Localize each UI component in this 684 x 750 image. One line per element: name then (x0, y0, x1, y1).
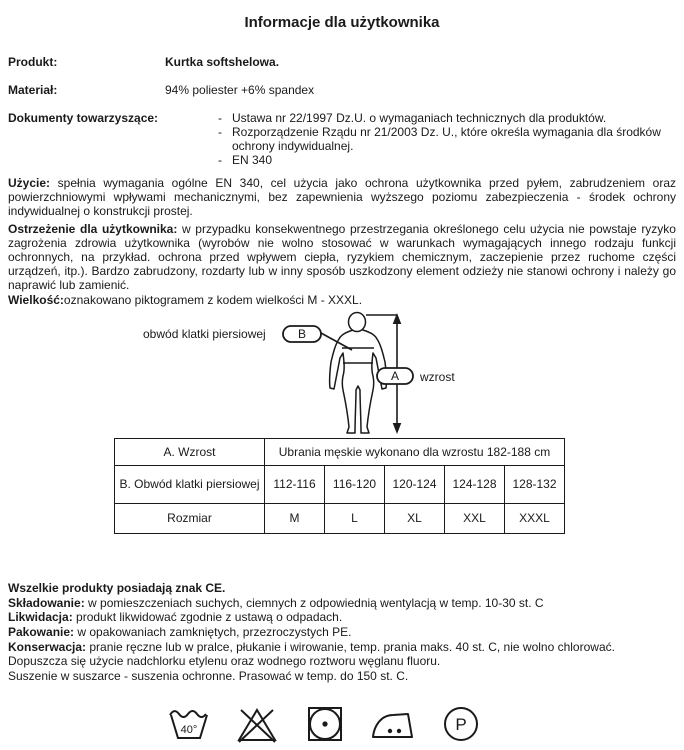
table-cell: M (265, 504, 325, 534)
disposal-text: produkt likwidować zgodnie z ustawą o odpadach. (72, 610, 343, 625)
table-row (115, 439, 565, 466)
documents-row (8, 111, 676, 167)
warning-label: Ostrzeżenie dla użytkownika: (8, 222, 178, 237)
table-cell: XXXL (505, 504, 565, 534)
disposal-label: Likwidacja: (8, 610, 73, 625)
table-cell: 116-120 (325, 466, 385, 504)
size-note-label: Wielkość: (8, 293, 64, 308)
solvents-line: Dopuszcza się użycie nadchlorku etylenu oraz wodnego roztworu węglanu fluoru. (8, 654, 441, 669)
chest-label: obwód klatki piersiowej (143, 327, 266, 342)
iron-icon (370, 702, 416, 746)
footer-notes (8, 581, 676, 683)
storage-text: w pomieszczeniach suchych, ciemnych z odpowiednią wentylacją w temp. 10-30 st. C (84, 595, 544, 610)
height-label: wzrost (420, 370, 455, 385)
document-item-text: EN 340 (232, 153, 273, 167)
material-value: 94% poliester +6% spandex (165, 83, 315, 97)
height-badge (377, 368, 413, 384)
product-row (8, 55, 676, 69)
page-title: Informacje dla użytkownika (244, 14, 440, 31)
drying-line: Suszenie w suszarce - suszenia ochronne. Prasować w temp. do 150 st. C. (8, 668, 409, 683)
document-item (218, 111, 676, 125)
bullet-dash: - (218, 125, 222, 139)
size-table (114, 438, 565, 534)
table-row (115, 504, 565, 534)
size-note-text: oznakowano piktogramem z kodem wielkości M - XXXL. (63, 293, 363, 308)
packaging-line (8, 625, 676, 640)
table-cell: 124-128 (445, 466, 505, 504)
wash-temp-label: 40° (180, 724, 198, 737)
dry-clean-icon (438, 702, 484, 746)
tumble-dry-icon (302, 702, 348, 746)
disposal-line (8, 610, 676, 625)
table-cell: XXL (445, 504, 505, 534)
table-cell: 112-116 (265, 466, 325, 504)
bullet-dash: - (218, 111, 222, 125)
document-item (218, 125, 676, 153)
table-cell: XL (385, 504, 445, 534)
maintenance-label: Konserwacja: (8, 639, 87, 654)
chest-badge (283, 326, 321, 342)
table-row (115, 466, 565, 504)
table-cell: 120-124 (385, 466, 445, 504)
table-cell: L (325, 504, 385, 534)
documents-label: Dokumenty towarzyszące: (8, 111, 159, 125)
storage-label: Składowanie: (8, 595, 85, 610)
table-cell: A. Wzrost (115, 439, 265, 466)
document-item-text: Ustawa nr 22/1997 Dz.U. o wymaganiach technicznych dla produktów. (232, 111, 607, 125)
chest-badge-letter: B (297, 327, 307, 342)
warning-text: w przypadku konsekwentnego przestrzegania określonego celu użycia nie powstaje ryzyko zagrożenia zdrowia użytkownika (wyrobów nie wolno stosować w warunkach wymagających innego rodzaju funkcji ochronnych, na przykład. ochrona przed wpływem ciepła, ryzykiem chemicznym, zaczepienie przez ruchome części urządzeń, itp.). Bardzo zabrudzony, rozdarty lub w inny sposób uszkodzony element odzieży nie stanowi ochrony i należy go naprawić lub zamienić. (8, 222, 676, 292)
size-note-paragraph (8, 294, 676, 308)
document-item-text: Rozporządzenie Rządu nr 21/2003 Dz. U., które określa wymagania dla środków ochrony indywidualnej. (232, 125, 661, 153)
table-cell: B. Obwód klatki piersiowej (115, 466, 265, 504)
size-diagram-svg (8, 308, 676, 438)
document-item (218, 153, 676, 167)
maintenance-text: pranie ręczne lub w pralce, płukanie i wirowanie, temp. prania maks. 40 st. C, nie wolno chlorować. (86, 639, 615, 654)
size-diagram (8, 308, 676, 438)
storage-line (8, 596, 676, 611)
usage-label: Użycie: (8, 176, 51, 190)
table-cell: Rozmiar (115, 504, 265, 534)
height-badge-letter: A (390, 369, 400, 384)
warning-paragraph (8, 223, 676, 292)
table-cell: Ubrania męskie wykonano dla wzrostu 182-188 cm (265, 439, 565, 466)
document-list (218, 111, 676, 167)
wash-40-icon (166, 702, 212, 746)
table-cell: 128-132 (505, 466, 565, 504)
bullet-dash: - (218, 153, 222, 167)
product-label: Produkt: (8, 55, 58, 69)
ce-note: Wszelkie produkty posiadają znak CE. (8, 581, 226, 596)
material-row (8, 83, 676, 97)
material-label: Materiał: (8, 83, 58, 97)
packaging-text: w opakowaniach zamkniętych, przezroczystych PE. (74, 624, 352, 639)
packaging-label: Pakowanie: (8, 624, 75, 639)
usage-text: spełnia wymagania ogólne EN 340, cel użycia jako ochrona użytkownika przed pyłem, zabrudzeniem oraz powierzchniowymi wpływami mechanicznymi, bez zapewnienia wyższego poziomu zabezpieczenia - środek ochrony indywidualnej o konstrukcji prostej. (8, 176, 676, 218)
care-symbols (8, 702, 676, 746)
do-not-bleach-icon (234, 702, 280, 746)
dry-clean-letter: P (455, 715, 467, 735)
product-value: Kurtka softshelowa. (165, 55, 280, 69)
maintenance-line (8, 640, 676, 655)
usage-paragraph (8, 177, 676, 218)
